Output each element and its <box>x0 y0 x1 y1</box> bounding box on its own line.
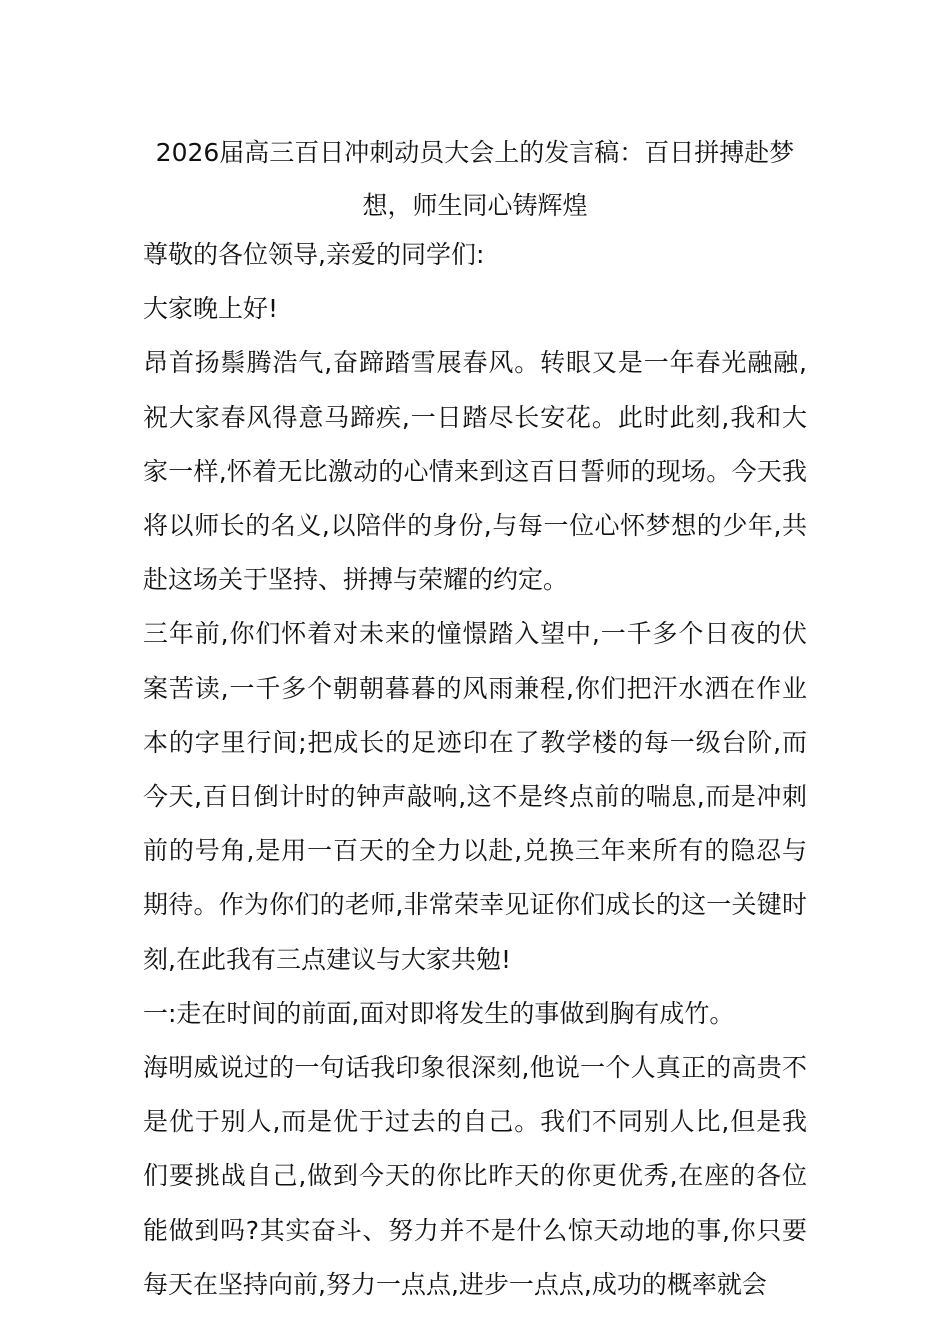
salutation: 尊敬的各位领导,亲爱的同学们: <box>143 240 485 269</box>
document-body <box>143 228 807 1312</box>
document-title: 2026届高三百日冲刺动员大会上的发言稿：百日拼搏赴梦想，师生同心铸辉煌 <box>155 138 795 220</box>
paragraph-hemingway: 海明威说过的一句话我印象很深刻,他说一个人真正的高贵不是优于别人,而是优于过去的自己。我们不同别人比,但是我们要挑战自己,做到今天的你比昨天的你更优秀,在座的各位能做到吗?其实奋斗、努力并不是什么惊天动地的事,你只要每天在坚持向前,努力一点点,进步一点点,成功的概率就会 <box>143 1053 807 1299</box>
paragraph-three-years: 三年前,你们怀着对未来的憧憬踏入望中,一千多个日夜的伏案苦读,一千多个朝朝暮暮的风雨兼程,你们把汗水洒在作业本的字里行间;把成长的足迹印在了教学楼的每一级台阶,而今天,百日倒计时的钟声敲响,这不是终点前的喘息,而是冲刺前的号角,是用一百天的全力以赴,兑换三年来所有的隐忍与期待。作为你们的老师,非常荣幸见证你们成长的这一关键时刻,在此我有三点建议与大家共勉! <box>143 619 807 974</box>
greeting: 大家晚上好! <box>143 294 279 324</box>
paragraph-opening: 昂首扬鬃腾浩气,奋蹄踏雪展春风。转眼又是一年春光融融,祝大家春风得意马蹄疾,一日踏尽长安花。此时此刻,我和大家一样,怀着无比激动的心情来到这百日誓师的现场。今天我将以师长的名义,以陪伴的身份,与每一位心怀梦想的少年,共赴这场关于坚持、拼搏与荣耀的约定。 <box>143 348 807 595</box>
section-heading-one: 一:走在时间的前面,面对即将发生的事做到胸有成竹。 <box>143 998 735 1028</box>
